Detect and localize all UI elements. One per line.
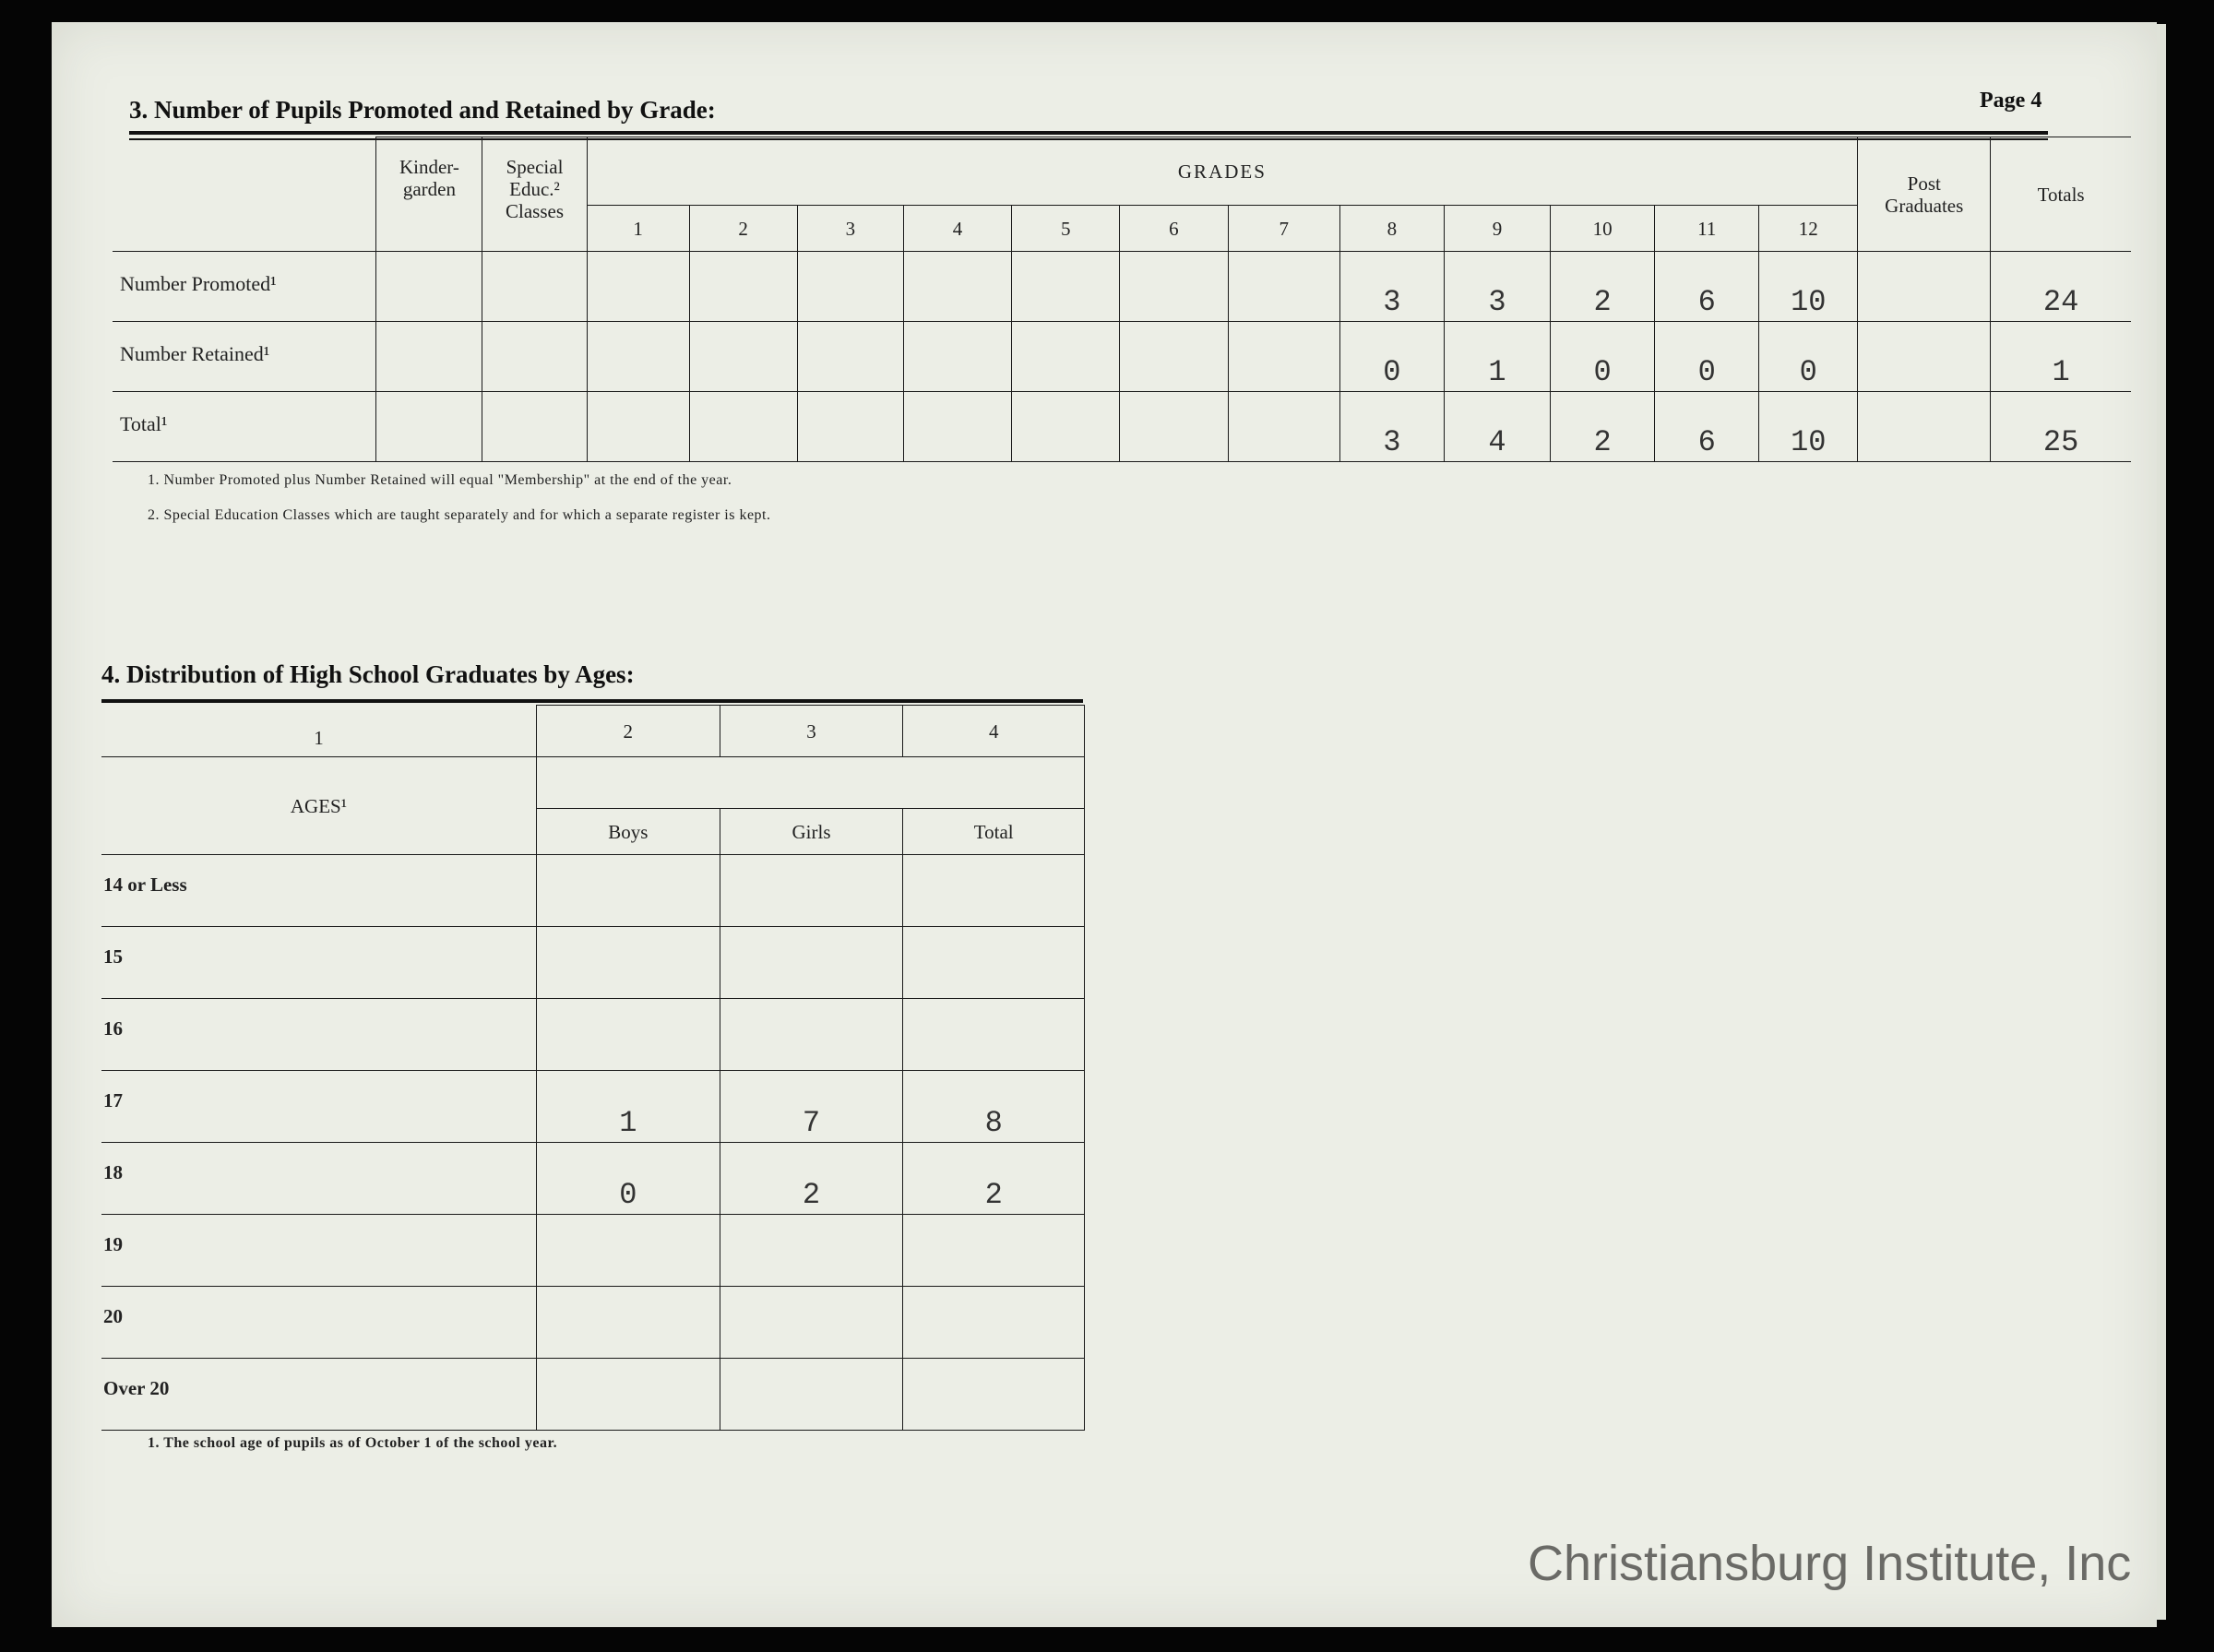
girls-cell (720, 999, 903, 1071)
section3-footnote-1: 1. Number Promoted plus Number Retained will equal "Membership" at the end of the year. (148, 472, 732, 488)
boys-cell (536, 927, 720, 999)
table-row (101, 1071, 1085, 1143)
grade-number: 12 (1759, 206, 1858, 252)
boys-col-number: 2 (536, 706, 720, 757)
blank-header-band (536, 757, 1084, 809)
total-cell (903, 855, 1085, 927)
grade-cell (1228, 252, 1339, 322)
special-educ-cell (482, 392, 587, 462)
age-label: 19 (101, 1215, 536, 1287)
grade-cell (1012, 252, 1120, 322)
section3-title: 3. Number of Pupils Promoted and Retained by Grade: (129, 96, 716, 124)
header-kindergarden: Kinder- garden (376, 137, 482, 252)
grade-cell: 3 (1339, 392, 1444, 462)
girls-cell (720, 927, 903, 999)
post-graduates-cell (1858, 392, 1991, 462)
total-cell (903, 999, 1085, 1071)
watermark: Christiansburg Institute, Inc (1528, 1536, 2132, 1591)
table-row (113, 392, 2131, 462)
boys-cell (536, 1287, 720, 1359)
grade-cell (587, 322, 689, 392)
grade-cell: 6 (1655, 392, 1759, 462)
promoted-retained-table (113, 137, 2131, 462)
girls-cell (720, 855, 903, 927)
grade-cell (1228, 322, 1339, 392)
grade-cell: 3 (1339, 252, 1444, 322)
kindergarden-cell (376, 252, 482, 322)
header-post-graduates: Post Graduates (1858, 137, 1991, 252)
table-row (113, 322, 2131, 392)
header-grades: GRADES (587, 137, 1858, 206)
grade-cell (1012, 322, 1120, 392)
grade-cell (903, 392, 1011, 462)
grade-cell: 2 (1551, 392, 1655, 462)
table-row (101, 999, 1085, 1071)
table-row (101, 1287, 1085, 1359)
row-label: Number Promoted¹ (113, 252, 376, 322)
grade-cell: 10 (1759, 392, 1858, 462)
table-row (101, 927, 1085, 999)
age-label: 16 (101, 999, 536, 1071)
section4-title: 4. Distribution of High School Graduates by Ages: (101, 660, 635, 688)
total-cell: 8 (903, 1071, 1085, 1143)
section3-rule (129, 131, 2048, 135)
age-label: 17 (101, 1071, 536, 1143)
grade-number: 10 (1551, 206, 1655, 252)
boys-cell (536, 999, 720, 1071)
age-label: 15 (101, 927, 536, 999)
total-cell: 2 (903, 1143, 1085, 1215)
boys-cell (536, 1215, 720, 1287)
grade-number: 1 (587, 206, 689, 252)
grade-number: 4 (903, 206, 1011, 252)
total-header: Total (903, 809, 1085, 855)
girls-header: Girls (720, 809, 903, 855)
post-graduates-cell (1858, 322, 1991, 392)
grade-cell (797, 392, 903, 462)
grade-cell (797, 252, 903, 322)
table-row (101, 855, 1085, 927)
grade-cell: 0 (1759, 322, 1858, 392)
grade-cell (587, 252, 689, 322)
boys-cell (536, 855, 720, 927)
total-cell (903, 1287, 1085, 1359)
table-row (101, 1143, 1085, 1215)
girls-col-number: 3 (720, 706, 903, 757)
section4-rule (101, 699, 1083, 703)
grade-number: 3 (797, 206, 903, 252)
post-graduates-cell (1858, 252, 1991, 322)
row-label: Number Retained¹ (113, 322, 376, 392)
grade-cell (1120, 322, 1228, 392)
boys-cell: 1 (536, 1071, 720, 1143)
total-cell (903, 927, 1085, 999)
grade-cell: 10 (1759, 252, 1858, 322)
table-row (101, 1359, 1085, 1431)
grade-cell (1012, 392, 1120, 462)
grade-cell: 2 (1551, 252, 1655, 322)
ages-col-number: 1 (101, 706, 536, 757)
grade-cell (797, 322, 903, 392)
kindergarden-cell (376, 392, 482, 462)
table-row (113, 252, 2131, 322)
grade-cell (903, 322, 1011, 392)
grade-cell (689, 392, 797, 462)
age-label: 20 (101, 1287, 536, 1359)
grade-cell (587, 392, 689, 462)
grade-cell (689, 322, 797, 392)
grade-number: 7 (1228, 206, 1339, 252)
age-label: Over 20 (101, 1359, 536, 1431)
grade-cell (1120, 392, 1228, 462)
kindergarden-cell (376, 322, 482, 392)
totals-cell: 25 (1991, 392, 2131, 462)
grade-number: 2 (689, 206, 797, 252)
age-label: 18 (101, 1143, 536, 1215)
girls-cell (720, 1287, 903, 1359)
page-number: Page 4 (1980, 89, 2042, 113)
table-row (101, 1215, 1085, 1287)
special-educ-cell (482, 252, 587, 322)
section3-footnote-2: 2. Special Education Classes which are taught separately and for which a separate register is kept. (148, 507, 771, 523)
grade-cell: 4 (1444, 392, 1550, 462)
grade-number: 11 (1655, 206, 1759, 252)
grade-number: 6 (1120, 206, 1228, 252)
corner-cell (113, 137, 376, 252)
section4-footnote: 1. The school age of pupils as of October 1 of the school year. (148, 1435, 558, 1451)
header-totals: Totals (1991, 137, 2131, 252)
boys-header: Boys (536, 809, 720, 855)
document-page (52, 22, 2157, 1627)
girls-cell: 7 (720, 1071, 903, 1143)
totals-cell: 24 (1991, 252, 2131, 322)
grade-cell: 3 (1444, 252, 1550, 322)
girls-cell (720, 1215, 903, 1287)
boys-cell (536, 1359, 720, 1431)
total-cell (903, 1215, 1085, 1287)
grade-cell: 1 (1444, 322, 1550, 392)
grade-cell: 0 (1551, 322, 1655, 392)
girls-cell (720, 1359, 903, 1431)
boys-cell: 0 (536, 1143, 720, 1215)
grade-cell: 0 (1655, 322, 1759, 392)
ages-header: AGES¹ (101, 757, 536, 855)
row-label: Total¹ (113, 392, 376, 462)
header-special-educ: Special Educ.² Classes (482, 137, 587, 252)
grade-cell (1228, 392, 1339, 462)
grade-cell: 6 (1655, 252, 1759, 322)
total-cell (903, 1359, 1085, 1431)
grade-number: 9 (1444, 206, 1550, 252)
totals-cell: 1 (1991, 322, 2131, 392)
graduates-by-age-table (101, 705, 1085, 1431)
grade-number: 8 (1339, 206, 1444, 252)
grade-cell (689, 252, 797, 322)
grade-number: 5 (1012, 206, 1120, 252)
age-label: 14 or Less (101, 855, 536, 927)
total-col-number: 4 (903, 706, 1085, 757)
grade-cell: 0 (1339, 322, 1444, 392)
special-educ-cell (482, 322, 587, 392)
grade-cell (1120, 252, 1228, 322)
girls-cell: 2 (720, 1143, 903, 1215)
grade-cell (903, 252, 1011, 322)
